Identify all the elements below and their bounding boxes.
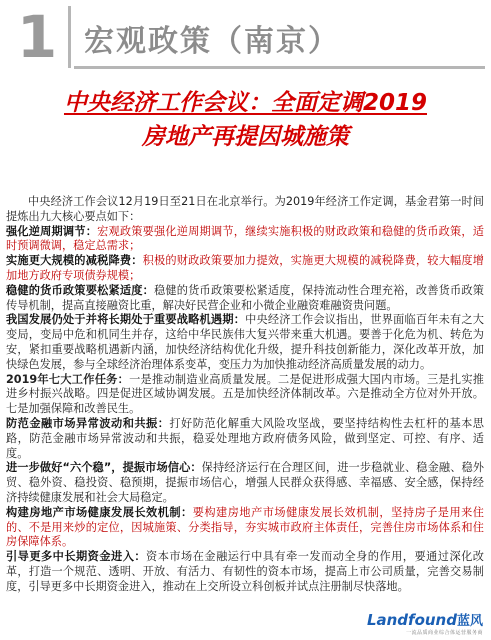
header-divider [74, 66, 485, 69]
point-text: 保持经济运行在合理区间，进一步稳就业、稳金融、稳外贸、稳外资、稳投资、稳预期，提振市场信心，增强人民群众获得感、幸福感、安全感，保持经济持续健康发展和社会大局稳定。 [6, 461, 484, 504]
logo-brand [367, 610, 483, 629]
company-logo [367, 610, 483, 636]
point-heading: 构建房地产市场健康发展长效机制： [6, 505, 193, 519]
point-heading: 我国发展仍处于并将长期处于重要战略机遇期： [6, 313, 246, 327]
logo-slogan: 一流品质商业综合体运营服务商 [405, 630, 483, 636]
article-body [6, 195, 484, 595]
page-header [0, 0, 491, 82]
article-title-line1: 中央经济工作会议：全面定调2019 [63, 90, 427, 116]
article-title-line2: 房地产再提因城施策 [142, 124, 349, 150]
point-text: 中央经济工作会议指出，世界面临百年未有之大变局，变局中危和机同生并存，这给中华民族伟大复兴带来重大机遇。要善于化危为机、转危为安，紧扣重要战略机遇新内涵，加快经济结构优化升级，提升科技创新能力，深化改革开放，加快绿色发展，参与全球经济治理体系变革，变压力为加快推动经济高质量发展的动力。 [6, 313, 484, 371]
point-heading: 强化逆周期调节： [6, 224, 98, 238]
point-text: 资本市场在金融运行中具有牵一发而动全身的作用，要通过深化改革，打造一个规范、透明、开放、有活力、有韧性的资本市场，提高上市公司质量，完善交易制度，引导更多中长期资金进入，推动在上交所设立科创板并试点注册制尽快落地。 [6, 550, 484, 593]
point-heading: 进一步做好“六个稳”，提振市场信心： [6, 461, 202, 475]
section-title: 宏观政策（南京） [84, 24, 340, 59]
point-text: 稳健的货币政策要松紧适度，保持流动性合理充裕，改善货币政策传导机制，提高直接融资比重，解决好民营企业和小微企业融资难融资贵问题。 [6, 283, 484, 312]
point-heading: 引导更多中长期资金进入： [6, 550, 147, 564]
article-title [0, 86, 491, 154]
point-paragraph [6, 417, 484, 461]
section-number: 1 [6, 6, 71, 68]
point-heading: 防范金融市场异常波动和共振： [6, 416, 170, 430]
point-paragraph [6, 313, 484, 372]
point-heading: 稳健的货币政策要松紧适度： [6, 283, 155, 297]
point-text: 打好防范化解重大风险攻坚战，要坚持结构性去杠杆的基本思路，防范金融市场异常波动和共振，稳妥处理地方政府债务风险，做到坚定、可控、有序、适度。 [6, 416, 484, 460]
point-paragraph [6, 225, 484, 255]
point-paragraph [6, 373, 484, 417]
logo-brand-cn: 蓝风 [456, 614, 483, 629]
point-text: 要构建房地产市场健康发展长效机制，坚持房子是用来住的、不是用来炒的定位，因城施策、分类指导，夯实城市政府主体责任，完善住房市场体系和住房保障体系。 [6, 505, 484, 549]
point-heading: 实施更大规模的减税降费： [6, 254, 143, 268]
point-paragraph [6, 550, 484, 594]
point-paragraph [6, 461, 484, 505]
intro-paragraph: 中央经济工作会议12月19日至21日在北京举行。为2019年经济工作定调，基金君第一时间提炼出九大核心要点如下： [6, 195, 484, 223]
point-text: 宏观政策要强化逆周期调节，继续实施积极的财政政策和稳健的货币政策，适时预调微调，稳定总需求； [6, 224, 484, 253]
point-paragraph [6, 506, 484, 550]
point-heading: 2019年七大工作任务： [6, 372, 130, 386]
logo-brand-en: Landfound [366, 611, 457, 629]
point-paragraph [6, 254, 484, 284]
point-paragraph [6, 284, 484, 314]
point-text: 积极的财政政策要加力提效，实施更大规模的减税降费，较大幅度增加地方政府专项债券规模； [6, 254, 484, 282]
point-text: 一是推动制造业高质量发展。二是促进形成强大国内市场。三是扎实推进乡村振兴战略。四是促进区域协调发展。五是加快经济体制改革。六是推动全方位对外开放。七是加强保障和改善民生。 [6, 372, 484, 416]
